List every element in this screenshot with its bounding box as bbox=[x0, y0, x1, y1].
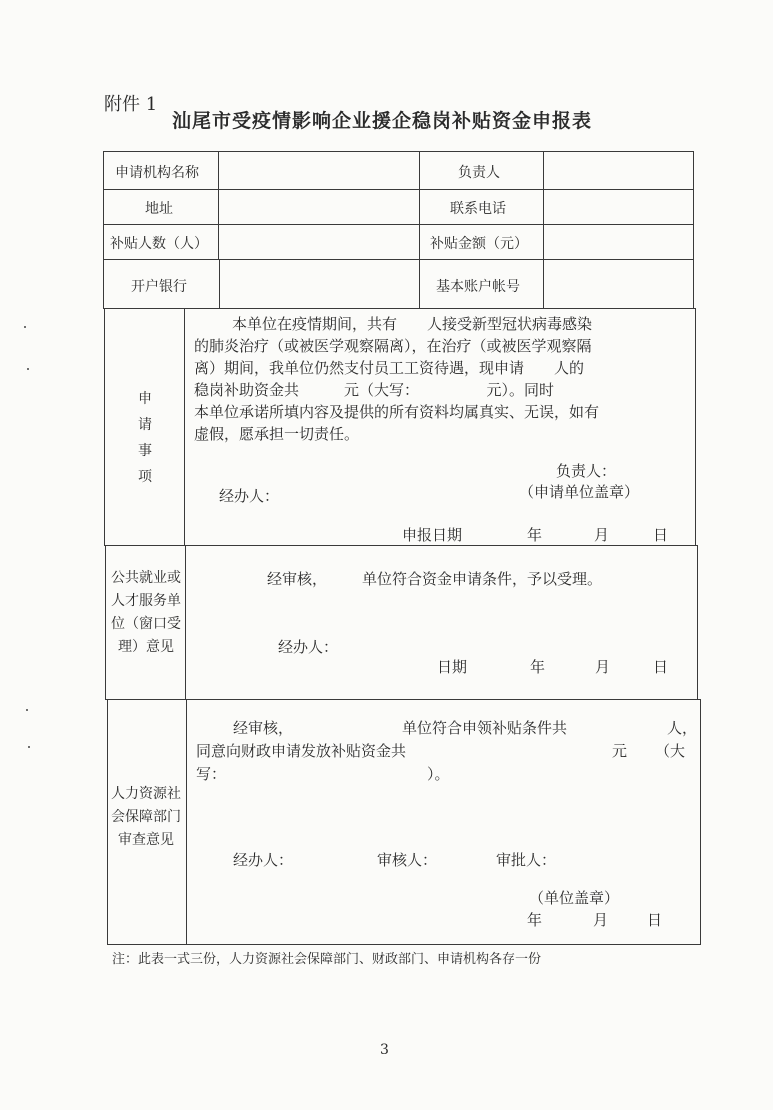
col-divider bbox=[219, 259, 220, 308]
scan-speck bbox=[24, 326, 26, 328]
page-number: 3 bbox=[380, 1042, 389, 1058]
row-divider bbox=[103, 224, 694, 225]
hr-reviewed-label: 经审核， bbox=[233, 719, 294, 737]
table-border-left bbox=[107, 699, 108, 945]
employment-date-month: 月 bbox=[595, 658, 611, 676]
row-divider bbox=[103, 308, 695, 309]
application-text-line: 本单位承诺所填内容及提供的所有资料均属真实、无误，如有 bbox=[194, 403, 600, 421]
label-address: 地址 bbox=[145, 201, 173, 217]
application-text-line: 虚假，愿承担一切责任。 bbox=[194, 425, 360, 443]
table-border-top bbox=[103, 151, 694, 152]
employment-date-label: 日期 bbox=[437, 658, 468, 676]
label-application-items: 申请事项 bbox=[138, 391, 152, 485]
table-border-left bbox=[105, 545, 106, 700]
application-date-month: 月 bbox=[594, 526, 610, 544]
form-title: 汕尾市受疫情影响企业援企稳岗补贴资金申报表 bbox=[172, 110, 593, 132]
hr-eligible-text: 单位符合申领补贴条件共 bbox=[402, 719, 568, 737]
label-bank: 开户银行 bbox=[131, 279, 187, 295]
application-text-line: 离）期间，我单位仍然支付员工工资待遇，现申请 人的 bbox=[194, 359, 585, 377]
employment-date-day: 日 bbox=[653, 658, 669, 676]
table-border-right bbox=[700, 699, 701, 945]
label-hr-review-opinion: 人力资源社会保障部门审查意见 bbox=[111, 786, 181, 848]
label-responsible: 负责人 bbox=[458, 165, 500, 181]
label-phone: 联系电话 bbox=[450, 201, 506, 217]
hr-capital-open: （大 bbox=[655, 742, 686, 760]
row-divider bbox=[103, 259, 694, 260]
row-divider bbox=[103, 189, 694, 190]
table-border-bottom bbox=[108, 944, 701, 945]
attachment-label: 附件 1 bbox=[104, 94, 158, 115]
label-subsidy-amount: 补贴金额（元） bbox=[430, 236, 528, 252]
hr-finance-text: 同意向财政申请发放补贴资金共 bbox=[196, 742, 407, 760]
hr-capital-label: 写： bbox=[196, 765, 227, 783]
label-account-number: 基本账户帐号 bbox=[436, 279, 520, 295]
hr-yuan-unit: 元 bbox=[612, 742, 628, 760]
scan-speck bbox=[27, 368, 29, 370]
hr-people-unit: 人， bbox=[667, 719, 698, 737]
hr-handler-label: 经办人： bbox=[233, 851, 294, 869]
label-employment-service-opinion: 公共就业或人才服务单位（窗口受理）意见 bbox=[111, 570, 181, 655]
table-border-left bbox=[104, 308, 105, 546]
employment-accept-text: 单位符合资金申请条件，予以受理。 bbox=[362, 570, 603, 588]
col-divider bbox=[419, 151, 420, 309]
hr-date-month: 月 bbox=[593, 911, 609, 929]
scan-speck bbox=[26, 709, 28, 711]
application-date-year: 年 bbox=[527, 526, 543, 544]
applicant-seal-label: （申请单位盖章） bbox=[519, 483, 640, 501]
application-date-label: 申报日期 bbox=[402, 526, 463, 544]
col-divider bbox=[218, 151, 219, 259]
row-divider bbox=[106, 699, 700, 700]
table-border-left bbox=[103, 151, 104, 309]
hr-date-day: 日 bbox=[647, 911, 663, 929]
application-text-line: 的肺炎治疗（或被医学观察隔离），在治疗（或被医学观察隔 bbox=[194, 337, 592, 355]
hr-reviewer-label: 审核人： bbox=[377, 851, 438, 869]
responsible-signature-label: 负责人： bbox=[556, 462, 617, 480]
col-divider bbox=[186, 699, 187, 945]
application-text-line: 本单位在疫情期间，共有 人接受新型冠状病毒感染 bbox=[232, 315, 593, 333]
footer-note: 注：此表一式三份，人力资源社会保障部门、财政部门、申请机构各存一份 bbox=[112, 952, 542, 967]
table-border-right bbox=[695, 308, 696, 546]
hr-date-year: 年 bbox=[527, 911, 543, 929]
hr-seal-label: （单位盖章） bbox=[529, 889, 620, 907]
application-text-line: 稳岗补助资金共 元（大写： 元）。同时 bbox=[194, 381, 555, 399]
table-border-right bbox=[697, 545, 698, 700]
scan-speck bbox=[28, 746, 30, 748]
employment-date-year: 年 bbox=[530, 658, 546, 676]
hr-capital-close: ）。 bbox=[427, 765, 450, 783]
col-divider bbox=[543, 151, 544, 309]
label-subsidy-count: 补贴人数（人） bbox=[110, 236, 208, 252]
table-border-right bbox=[693, 151, 694, 309]
label-applicant-name: 申请机构名称 bbox=[115, 165, 199, 181]
application-handler-label: 经办人： bbox=[219, 487, 280, 505]
col-divider bbox=[185, 545, 186, 700]
hr-approver-label: 审批人： bbox=[496, 851, 557, 869]
employment-reviewed-label: 经审核， bbox=[267, 570, 328, 588]
application-date-day: 日 bbox=[653, 526, 669, 544]
employment-handler-label: 经办人： bbox=[278, 638, 339, 656]
col-divider bbox=[184, 308, 185, 546]
